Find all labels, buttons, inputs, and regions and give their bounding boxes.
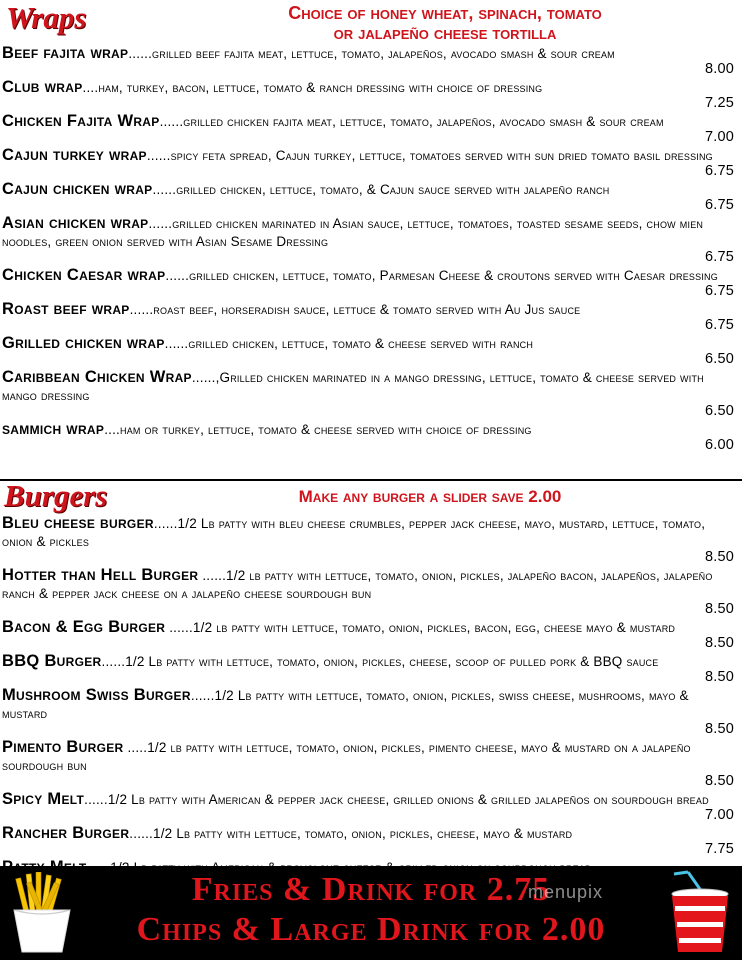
item-description: ......1/2 Lb patty with American & pepper jack cheese, grilled onions & grilled jalapeños on sourdough bread [84, 792, 709, 807]
item-description: ....ham or turkey, lettuce, tomato & cheese served with choice of dressing [104, 422, 532, 437]
menu-item [0, 618, 742, 652]
burgers-tagline: Make any burger a slider save 2.00 [298, 487, 562, 506]
item-price: 6.75 [704, 317, 734, 333]
item-description: ......grilled chicken, lettuce, tomato & cheese served with ranch [164, 336, 534, 351]
item-description: ......1/2 Lb patty with lettuce, tomato, onion, pickles, cheese, scoop of pulled pork & BBQ sauce [101, 654, 659, 669]
item-price: 8.50 [704, 549, 734, 565]
item-price: 8.50 [704, 773, 734, 789]
menu-item [0, 790, 742, 824]
item-description: ......grilled chicken marinated in Asian sauce, lettuce, tomatoes, toasted sesame seeds, chow mien noodles, green onion served with Asian Sesame Dressing [2, 216, 704, 249]
menu-item [0, 514, 742, 566]
item-price: 6.75 [704, 163, 734, 179]
item-price: 7.00 [704, 129, 734, 145]
menu-item [0, 652, 742, 686]
item-name: BBQ Burger [2, 652, 102, 670]
item-name: Spicy Melt [2, 790, 85, 808]
menu-item [0, 44, 742, 78]
item-price: 8.00 [704, 61, 734, 77]
item-name: Club wrap [2, 78, 83, 96]
item-description: ......spicy feta spread, Cajun turkey, lettuce, tomatoes served with sun dried tomato basil dressing [146, 148, 713, 163]
item-price: 6.75 [704, 283, 734, 299]
item-description: ......1/2 Lb patty with lettuce, tomato, onion, pickles, cheese, mayo & mustard [129, 826, 573, 841]
menu-item [0, 420, 742, 454]
wraps-list [0, 44, 742, 454]
item-price: 7.00 [704, 807, 734, 823]
burgers-title: Burgers [4, 478, 108, 513]
wraps-tagline-2: or jalapeño cheese tortilla [333, 23, 557, 43]
item-name: Pimento Burger [2, 738, 124, 756]
item-name: Bacon & Egg Burger [2, 618, 166, 636]
item-price: 7.75 [704, 841, 734, 857]
item-name: Chicken Fajita Wrap [2, 112, 160, 130]
item-description: ......grilled beef fajita meat, lettuce, tomato, jalapeños, avocado smash & sour cream [128, 46, 615, 61]
wraps-title: Wraps [6, 0, 87, 35]
combo-fries-drink: Fries & Drink for 2.75 [191, 871, 551, 908]
menu-item [0, 824, 742, 858]
item-name: Caribbean Chicken Wrap [2, 368, 192, 386]
item-description: ......1/2 lb patty with lettuce, tomato, onion, pickles, jalapeño bacon, jalapeños, jalapeño ranch & pepper jack cheese on a jalapeño cheese sourdough bun [2, 568, 713, 601]
item-price: 6.50 [704, 403, 734, 419]
item-price: 6.50 [704, 351, 734, 367]
item-name: sammich wrap [2, 420, 105, 438]
menu-item [0, 686, 742, 738]
item-price: 8.50 [704, 635, 734, 651]
item-description: ....ham, turkey, bacon, lettuce, tomato & ranch dressing with choice of dressing [82, 80, 543, 95]
item-description: ......grilled chicken, lettuce, tomato, & Cajun sauce served with jalapeño ranch [152, 182, 610, 197]
item-name: Bleu cheese burger [2, 514, 154, 532]
item-price: 7.25 [704, 95, 734, 111]
item-name: Cajun chicken wrap [2, 180, 153, 198]
item-name: Roast beef wrap [2, 300, 130, 318]
item-name: Grilled chicken wrap [2, 334, 165, 352]
menu-item [0, 368, 742, 420]
item-price: 8.50 [704, 669, 734, 685]
menu-item [0, 266, 742, 300]
item-name: Rancher Burger [2, 824, 130, 842]
menu-item [0, 180, 742, 214]
menu-item [0, 566, 742, 618]
section-divider [0, 479, 742, 481]
soda-cup-icon [664, 870, 734, 956]
item-description: ......grilled chicken fajita meat, lettuce, tomato, jalapeños, avocado smash & sour cream [159, 114, 664, 129]
item-description: ......1/2 Lb patty with bleu cheese crumbles, pepper jack cheese, mayo, mustard, lettuce, tomato, onion & pickles [2, 516, 706, 549]
wraps-tagline-1: Choice of honey wheat, spinach, tomato [288, 3, 602, 23]
item-description: .....1/2 lb patty with lettuce, tomato, onion, pickles, pimento cheese, mayo & mustard on a jalapeño sourdough bun [2, 740, 691, 773]
item-description: ......1/2 Lb patty with lettuce, tomato, onion, pickles, swiss cheese, mushrooms, mayo & mustard [2, 688, 689, 721]
item-price: 6.00 [704, 437, 734, 453]
item-name: Hotter than Hell Burger [2, 566, 199, 584]
item-description: ......1/2 lb patty with lettuce, tomato, onion, pickles, bacon, egg, cheese mayo & mustard [165, 620, 676, 635]
menu-item [0, 112, 742, 146]
burgers-list [0, 514, 742, 892]
item-description: ......roast beef, horseradish sauce, lettuce & tomato served with Au Jus sauce [129, 302, 581, 317]
menu-item [0, 300, 742, 334]
item-description: ......grilled chicken, lettuce, tomato, Parmesan Cheese & croutons served with Caesar dressing [165, 268, 718, 283]
menu-item [0, 738, 742, 790]
item-name: Chicken Caesar wrap [2, 266, 166, 284]
item-name: Mushroom Swiss Burger [2, 686, 191, 704]
item-name: Beef fajita wrap [2, 44, 129, 62]
menu-item [0, 78, 742, 112]
combo-chips-drink: Chips & Large Drink for 2.00 [136, 911, 606, 948]
combo-banner [0, 866, 742, 960]
menu-item [0, 146, 742, 180]
item-price: 8.50 [704, 721, 734, 737]
item-name: Cajun turkey wrap [2, 146, 147, 164]
watermark-logo: menupix [528, 882, 604, 902]
item-description: ......,Grilled chicken marinated in a mango dressing, lettuce, tomato & cheese served with mango dressing [2, 370, 704, 403]
item-name: Asian chicken wrap [2, 214, 149, 232]
menu-item [0, 334, 742, 368]
item-price: 8.50 [704, 601, 734, 617]
item-price: 6.75 [704, 249, 734, 265]
item-price: 6.75 [704, 197, 734, 213]
menu-item [0, 214, 742, 266]
